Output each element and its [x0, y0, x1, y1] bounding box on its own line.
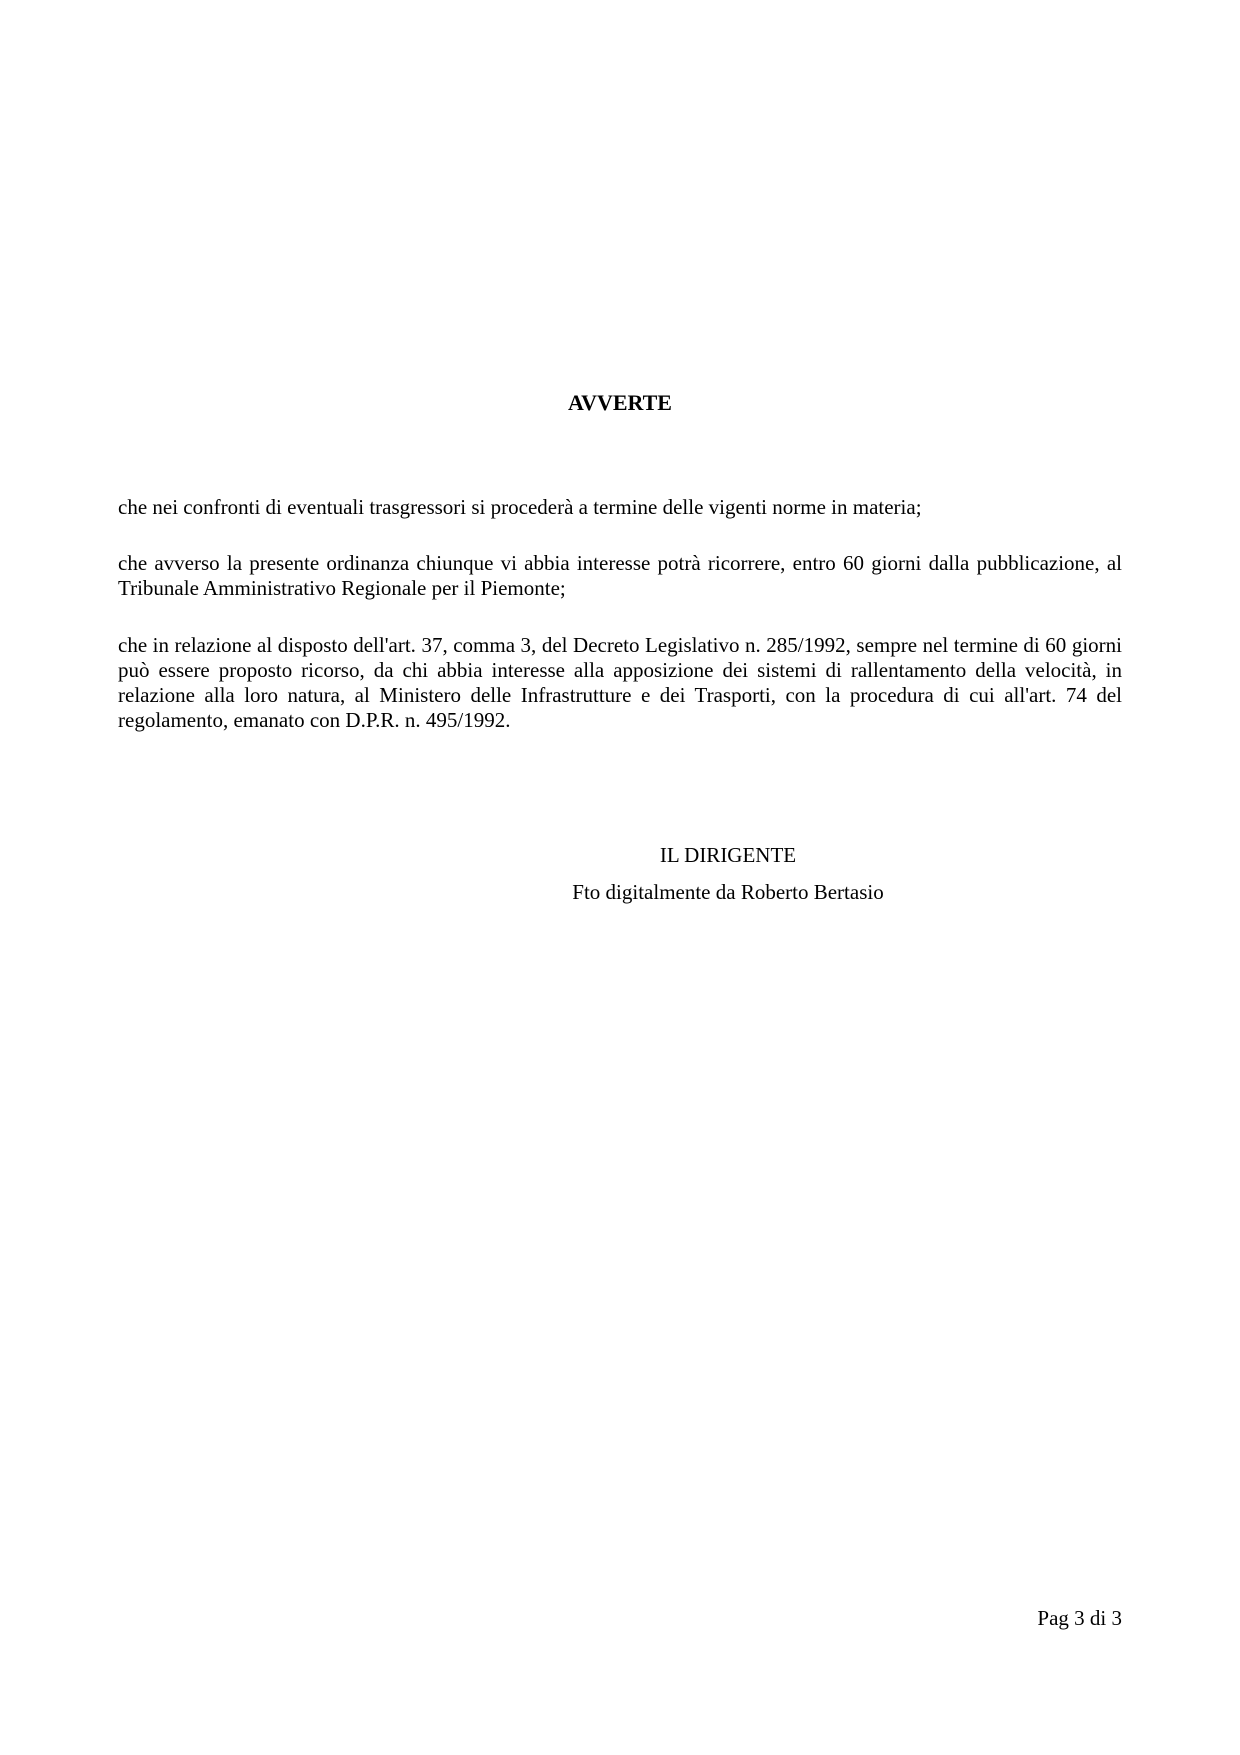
section-heading: AVVERTE [568, 390, 672, 415]
paragraph-ricorso-ministero: che in relazione al disposto dell'art. 37, comma 3, del Decreto Legislativo n. 285/1992, sempre nel termine di 60 giorni può essere proposto ricorso, da chi abbia interesse alla apposizione dei sistemi di rallentamento della velocità, in relazione alla loro natura, al Ministero delle Infrastrutture e dei Trasporti, con la procedura di cui all'art. 74 del regolamento, emanato con D.P.R. n. 495/1992. [118, 633, 1122, 732]
signature-title: IL DIRIGENTE [659, 843, 797, 867]
paragraph-ricorso-tar: che avverso la presente ordinanza chiunque vi abbia interesse potrà ricorrere, entro 60 giorni dalla pubblicazione, al Tribunale Amministrativo Regionale per il Piemonte; [118, 551, 1122, 600]
paragraph-trasgressori: che nei confronti di eventuali trasgressori si procederà a termine delle vigenti norme in materia; [118, 495, 922, 519]
signature-block [334, 843, 1122, 905]
signature-digital-note: Fto digitalmente da Roberto Bertasio [572, 880, 884, 904]
page-number: Pag 3 di 3 [1037, 1606, 1122, 1630]
